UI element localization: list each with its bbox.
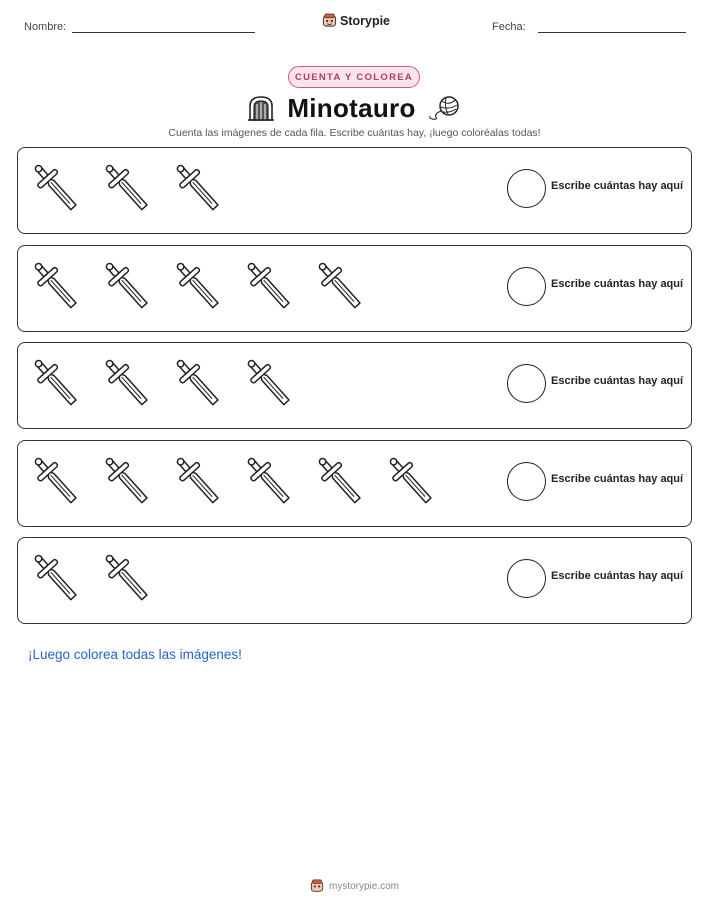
answer-circle[interactable] <box>507 169 546 208</box>
sword-icon <box>243 355 295 411</box>
yarn-ball-icon <box>428 94 462 122</box>
sword-icon <box>172 453 224 509</box>
brand-logo <box>322 13 390 28</box>
sword-icon <box>30 550 82 606</box>
labyrinth-gate-icon <box>247 94 275 122</box>
sword-icon <box>172 355 224 411</box>
site-url: mystorypie.com <box>328 880 399 892</box>
brand-name: Storypie <box>340 13 391 28</box>
date-label: Fecha: <box>492 21 526 33</box>
sword-icon <box>172 258 224 314</box>
answer-label: Escribe cuántas hay aquí <box>551 375 684 388</box>
answer-circle[interactable] <box>507 462 546 501</box>
count-row <box>17 537 692 624</box>
sword-icon <box>314 453 366 509</box>
sword-icon <box>30 160 82 216</box>
sword-icon <box>30 355 82 411</box>
answer-label: Escribe cuántas hay aquí <box>551 180 684 192</box>
title-row <box>0 90 709 126</box>
site-footer <box>0 879 709 893</box>
sword-icon <box>101 453 153 509</box>
sword-icon <box>101 258 153 314</box>
sword-icon <box>30 258 82 314</box>
sword-icon <box>243 453 295 509</box>
name-line[interactable] <box>72 32 255 33</box>
answer-label: Escribe cuántas hay aquí <box>551 472 684 485</box>
page-title: Minotauro <box>287 92 416 123</box>
answer-circle[interactable] <box>507 364 546 403</box>
storypie-logo-icon <box>322 13 337 28</box>
sword-icon <box>172 160 224 216</box>
activity-badge: CUENTA Y COLOREA <box>288 66 420 88</box>
answer-label: Escribe cuántas hay aquí <box>551 277 684 290</box>
sword-icon <box>101 355 153 411</box>
sword-icon <box>101 160 153 216</box>
answer-label: Escribe cuántas hay aquí <box>551 570 684 583</box>
answer-circle[interactable] <box>507 559 546 598</box>
answer-circle[interactable] <box>507 267 546 306</box>
sword-icon <box>314 258 366 314</box>
name-label: Nombre: <box>24 21 67 33</box>
date-line[interactable] <box>538 32 686 33</box>
count-row <box>17 440 692 527</box>
footer-note: ¡Luego colorea todas las imágenes! <box>28 647 242 662</box>
sword-icon <box>385 453 437 509</box>
sword-icon <box>30 453 82 509</box>
sword-icon <box>243 258 295 314</box>
count-row <box>17 342 692 429</box>
storypie-logo-icon <box>310 879 324 893</box>
count-row <box>17 245 692 332</box>
count-row <box>17 147 692 234</box>
sword-icon <box>101 550 153 606</box>
instructions: Cuenta las imágenes de cada fila. Escribe cuántas hay, ¡luego coloréalas todas! <box>168 127 541 139</box>
